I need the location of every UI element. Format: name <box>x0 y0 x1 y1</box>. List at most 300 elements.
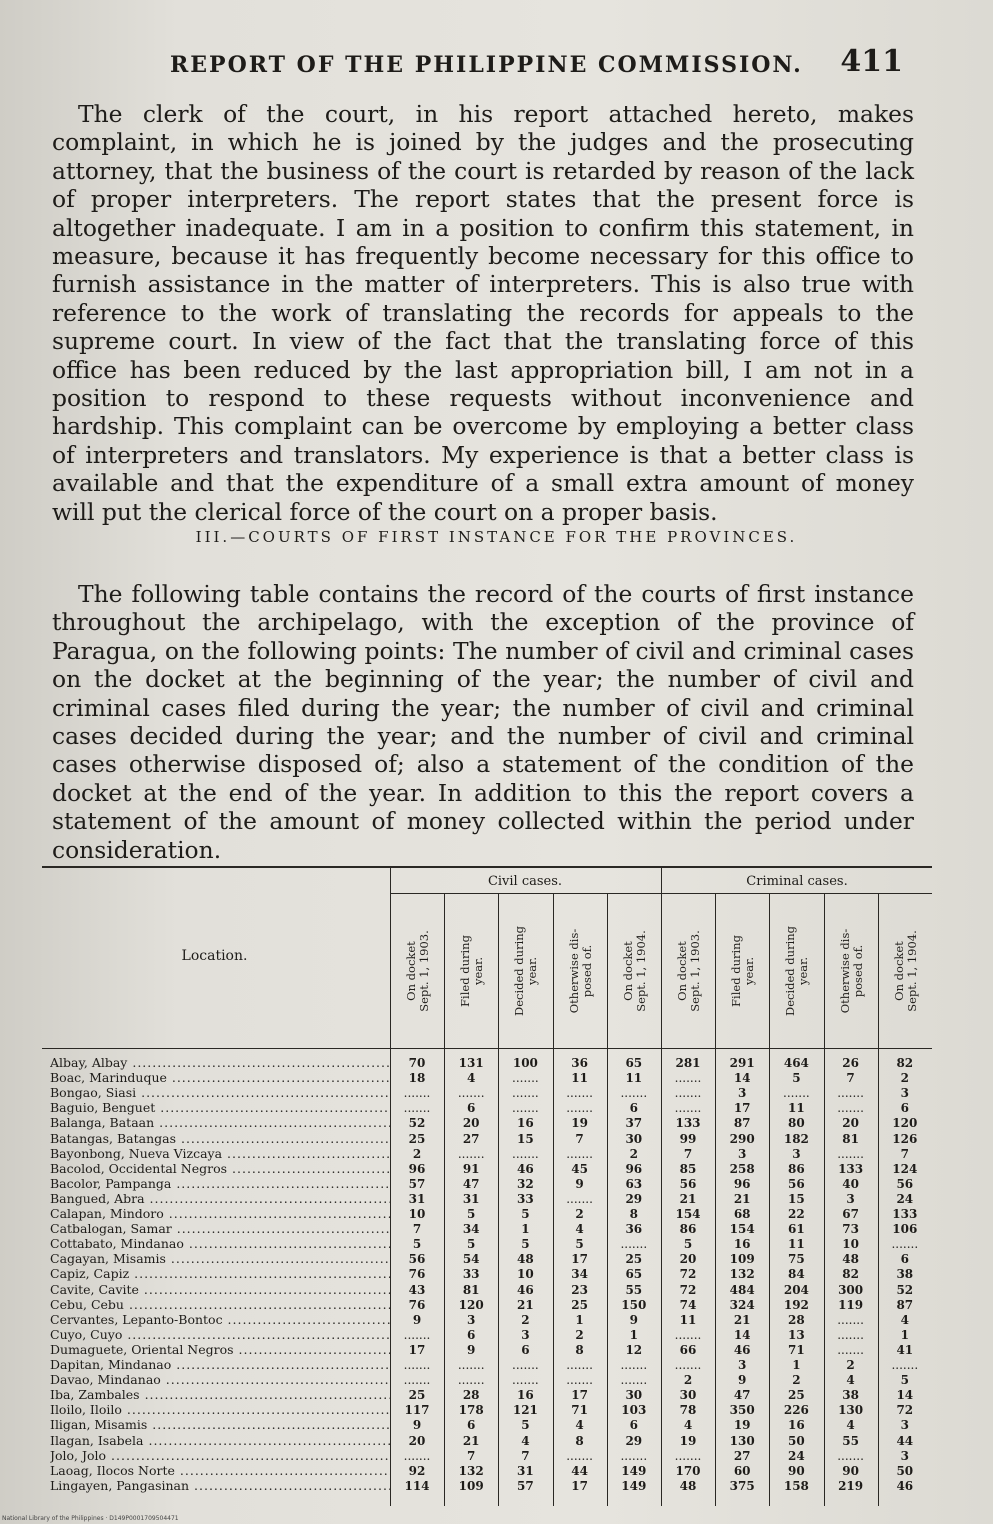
value-cell: 55 <box>842 1433 859 1448</box>
value-cell: 133 <box>675 1116 701 1131</box>
location-cell: Iloilo, Iloilo ..... <box>50 1403 390 1417</box>
table-row <box>42 1434 932 1448</box>
column-header <box>607 898 663 1044</box>
value-cell: ....... <box>783 1086 810 1101</box>
value-cell: 7 <box>467 1448 476 1463</box>
value-cell: 19 <box>571 1116 588 1131</box>
value-cell: 96 <box>625 1161 643 1176</box>
value-cell: 96 <box>733 1176 751 1191</box>
value-cell: 81 <box>842 1131 859 1146</box>
value-cell: ....... <box>403 1086 431 1101</box>
value-cell: 120 <box>458 1297 484 1312</box>
value-cell: 11 <box>571 1071 588 1086</box>
table-row <box>42 1343 932 1357</box>
value-cell: 56 <box>408 1252 426 1267</box>
value-cell: 114 <box>404 1478 430 1493</box>
value-cell: 63 <box>625 1176 643 1191</box>
value-cell: 22 <box>788 1207 805 1221</box>
table-row <box>42 1222 932 1236</box>
value-cell: 3 <box>738 1146 747 1161</box>
value-cell: 23 <box>571 1282 588 1297</box>
value-cell: 12 <box>625 1342 643 1357</box>
value-cell: ....... <box>837 1086 864 1101</box>
value-cell: ....... <box>674 1086 702 1101</box>
table-row <box>42 1298 932 1312</box>
value-cell: 5 <box>412 1237 422 1252</box>
value-cell: ....... <box>457 1358 485 1372</box>
value-cell: 25 <box>788 1388 805 1403</box>
value-cell: 4 <box>900 1312 909 1327</box>
criminal-cases-group-header: Criminal cases. <box>746 874 848 889</box>
value-cell: ....... <box>674 1327 702 1342</box>
page-header <box>40 44 953 84</box>
column-header <box>878 898 934 1044</box>
value-cell: 117 <box>404 1403 430 1418</box>
location-cell: Bongao, Siasi ..... <box>50 1086 390 1100</box>
value-cell: 4 <box>846 1373 855 1388</box>
value-cell: 7 <box>575 1131 584 1146</box>
civil-cases-group-header: Civil cases. <box>487 874 563 889</box>
value-cell: 60 <box>733 1463 751 1478</box>
value-cell: 149 <box>621 1478 647 1493</box>
value-cell: 46 <box>733 1342 751 1357</box>
value-cell: 3 <box>900 1086 909 1101</box>
table-top-rule <box>42 866 932 868</box>
value-cell: 7 <box>900 1146 909 1161</box>
value-cell: 84 <box>788 1267 805 1282</box>
value-cell: 48 <box>517 1252 534 1267</box>
value-cell: 464 <box>783 1056 809 1070</box>
value-cell: 6 <box>467 1327 476 1342</box>
value-cell: 29 <box>625 1433 643 1448</box>
location-cell: Dumaguete, Oriental Negros ..... <box>50 1343 390 1357</box>
location-cell: Catbalogan, Samar ..... <box>50 1222 390 1236</box>
value-cell: ....... <box>566 1086 593 1101</box>
value-cell: 27 <box>733 1448 751 1463</box>
value-cell: 43 <box>408 1282 426 1297</box>
value-cell: 119 <box>838 1297 864 1312</box>
value-cell: 48 <box>679 1478 697 1493</box>
value-cell: 87 <box>733 1116 751 1131</box>
table-row <box>42 1116 932 1130</box>
column-header-label: On docket Sept. 1, 1903. <box>675 930 702 1012</box>
value-cell: 17 <box>571 1478 588 1493</box>
value-cell: 1 <box>792 1358 801 1372</box>
value-cell: 38 <box>896 1267 914 1282</box>
column-header-label: On docket Sept. 1, 1903. <box>404 930 431 1012</box>
value-cell: 3 <box>900 1448 909 1463</box>
value-cell: 5 <box>792 1071 801 1086</box>
value-cell: 21 <box>517 1297 534 1312</box>
table-row <box>42 1403 932 1417</box>
value-cell: 4 <box>846 1418 855 1433</box>
value-cell: 81 <box>462 1282 480 1297</box>
column-header <box>715 898 771 1044</box>
value-cell: ....... <box>837 1312 864 1327</box>
value-cell: ....... <box>403 1327 431 1342</box>
value-cell: 324 <box>729 1297 755 1312</box>
value-cell: 25 <box>625 1252 643 1267</box>
value-cell: 20 <box>462 1116 480 1131</box>
table-row <box>42 1101 932 1115</box>
section-heading: III.—COURTS OF FIRST INSTANCE FOR THE PROVINCES. <box>195 528 798 546</box>
value-cell: ....... <box>566 1101 593 1116</box>
value-cell: 133 <box>838 1161 864 1176</box>
value-cell: 18 <box>408 1071 426 1086</box>
value-cell: 133 <box>892 1207 918 1221</box>
column-header-label: On docket Sept. 1, 1904. <box>620 930 648 1012</box>
value-cell: 71 <box>571 1403 588 1418</box>
value-cell: ....... <box>837 1342 864 1357</box>
value-cell: ....... <box>457 1373 485 1388</box>
location-cell: Cervantes, Lepanto-Bontoc ..... <box>50 1313 390 1327</box>
value-cell: 65 <box>625 1056 643 1070</box>
value-cell: 182 <box>783 1131 809 1146</box>
value-cell: 132 <box>729 1267 755 1282</box>
table-row <box>42 1177 932 1191</box>
value-cell: 33 <box>462 1267 480 1282</box>
value-cell: 30 <box>679 1388 697 1403</box>
value-cell: 10 <box>408 1207 426 1221</box>
location-cell: Calapan, Mindoro ..... <box>50 1207 390 1221</box>
table-row <box>42 1147 932 1161</box>
value-cell: 2 <box>575 1207 584 1221</box>
value-cell: 80 <box>788 1116 805 1131</box>
value-cell: 26 <box>842 1056 859 1070</box>
column-header <box>553 898 609 1044</box>
value-cell: 3 <box>900 1418 909 1433</box>
value-cell: 106 <box>892 1222 918 1237</box>
value-cell: ....... <box>457 1146 485 1161</box>
value-cell: ....... <box>674 1358 702 1372</box>
value-cell: 9 <box>629 1312 638 1327</box>
value-cell: 7 <box>521 1448 530 1463</box>
value-cell: 8 <box>575 1433 584 1448</box>
value-cell: 11 <box>788 1101 805 1116</box>
value-cell: 20 <box>408 1433 426 1448</box>
value-cell: 91 <box>462 1161 480 1176</box>
table-row <box>42 1373 932 1387</box>
value-cell: ....... <box>837 1101 864 1116</box>
value-cell: 2 <box>846 1358 855 1372</box>
column-header-label: Otherwise dis- posed of. <box>837 928 865 1014</box>
location-cell: Cebu, Cebu ..... <box>50 1298 390 1312</box>
value-cell: 484 <box>729 1282 755 1297</box>
value-cell: 38 <box>842 1388 859 1403</box>
value-cell: 72 <box>679 1267 697 1282</box>
value-cell: 46 <box>896 1478 914 1493</box>
value-cell: 78 <box>679 1403 697 1418</box>
location-cell: Albay, Albay ..... <box>50 1056 390 1070</box>
table-row <box>42 1086 932 1100</box>
value-cell: 154 <box>675 1207 701 1221</box>
page-number: 411 <box>840 44 903 79</box>
value-cell: 86 <box>679 1222 697 1237</box>
value-cell: 5 <box>900 1373 909 1388</box>
value-cell: 1 <box>900 1327 909 1342</box>
value-cell: 72 <box>679 1282 697 1297</box>
value-cell: 13 <box>788 1327 805 1342</box>
value-cell: 2 <box>412 1146 422 1161</box>
location-cell: Batangas, Batangas ..... <box>50 1132 390 1146</box>
value-cell: 170 <box>675 1463 701 1478</box>
value-cell: 350 <box>729 1403 755 1418</box>
value-cell: 150 <box>621 1297 647 1312</box>
value-cell: 16 <box>517 1116 534 1131</box>
footer-stamp: National Library of the Philippines · D149P0001709504471 <box>2 1515 179 1522</box>
table-row <box>42 1358 932 1372</box>
value-cell: 109 <box>458 1478 484 1493</box>
table-row <box>42 1479 932 1493</box>
value-cell: 21 <box>733 1312 751 1327</box>
location-cell: Laoag, Ilocos Norte ..... <box>50 1464 390 1478</box>
value-cell: 56 <box>679 1176 697 1191</box>
value-cell: 15 <box>788 1191 805 1206</box>
location-cell: Bacolod, Occidental Negros ..... <box>50 1162 390 1176</box>
value-cell: 103 <box>621 1403 647 1418</box>
location-cell: Cottabato, Mindanao ..... <box>50 1237 390 1251</box>
location-cell: Dapitan, Mindanao ..... <box>50 1358 390 1372</box>
column-header <box>390 898 446 1044</box>
value-cell: 5 <box>683 1237 693 1252</box>
value-cell: 19 <box>733 1418 751 1433</box>
value-cell: 76 <box>408 1297 426 1312</box>
value-cell: 6 <box>629 1101 638 1116</box>
value-cell: 31 <box>462 1191 480 1206</box>
column-header <box>824 898 880 1044</box>
location-cell: Lingayen, Pangasinan ..... <box>50 1479 390 1493</box>
value-cell: 7 <box>846 1071 855 1086</box>
value-cell: 32 <box>517 1176 534 1191</box>
value-cell: 44 <box>571 1463 588 1478</box>
value-cell: 219 <box>838 1478 864 1493</box>
value-cell: 17 <box>571 1388 588 1403</box>
value-cell: ....... <box>674 1071 702 1086</box>
table-row <box>42 1328 932 1342</box>
table-row <box>42 1313 932 1327</box>
value-cell: 56 <box>788 1176 805 1191</box>
value-cell: 92 <box>408 1463 426 1478</box>
value-cell: 37 <box>625 1116 643 1131</box>
value-cell: 16 <box>788 1418 805 1433</box>
value-cell: 2 <box>792 1373 801 1388</box>
value-cell: ....... <box>620 1086 648 1101</box>
location-cell: Bayonbong, Nueva Vizcaya ..... <box>50 1147 390 1161</box>
value-cell: ....... <box>674 1101 702 1116</box>
column-header-label: On docket Sept. 1, 1904. <box>891 930 919 1012</box>
value-cell: 6 <box>467 1418 476 1433</box>
value-cell: 6 <box>900 1252 909 1267</box>
value-cell: 100 <box>512 1056 538 1070</box>
value-cell: 34 <box>462 1222 480 1237</box>
value-cell: ....... <box>403 1373 431 1388</box>
value-cell: 178 <box>458 1403 484 1418</box>
value-cell: 30 <box>625 1388 643 1403</box>
value-cell: 10 <box>842 1237 859 1252</box>
value-cell: 21 <box>679 1191 697 1206</box>
value-cell: 27 <box>462 1131 480 1146</box>
column-header-label: Otherwise dis- posed of. <box>566 928 594 1014</box>
value-cell: ....... <box>891 1237 919 1252</box>
value-cell: ....... <box>512 1373 539 1388</box>
value-cell: 70 <box>408 1056 426 1070</box>
location-cell: Davao, Mindanao ..... <box>50 1373 390 1387</box>
value-cell: 67 <box>842 1207 859 1221</box>
value-cell: 25 <box>408 1131 426 1146</box>
value-cell: 375 <box>729 1478 755 1493</box>
value-cell: 41 <box>896 1342 914 1357</box>
value-cell: 50 <box>788 1433 805 1448</box>
table-header-rule <box>42 1048 932 1049</box>
value-cell: 5 <box>467 1207 476 1221</box>
value-cell: 28 <box>462 1388 480 1403</box>
value-cell: 47 <box>462 1176 480 1191</box>
table-row <box>42 1192 932 1206</box>
value-cell: 6 <box>900 1101 909 1116</box>
value-cell: 17 <box>408 1342 426 1357</box>
value-cell: 24 <box>896 1191 914 1206</box>
value-cell: 52 <box>896 1282 914 1297</box>
value-cell: 30 <box>625 1131 643 1146</box>
value-cell: ....... <box>403 1358 431 1372</box>
value-cell: 8 <box>575 1342 584 1357</box>
value-cell: 4 <box>575 1222 584 1237</box>
value-cell: 1 <box>629 1327 638 1342</box>
value-cell: 17 <box>571 1252 588 1267</box>
value-cell: 45 <box>571 1161 588 1176</box>
value-cell: 16 <box>517 1388 534 1403</box>
value-cell: 3 <box>738 1358 747 1372</box>
value-cell: 25 <box>408 1388 426 1403</box>
value-cell: 90 <box>788 1463 805 1478</box>
location-cell: Iba, Zambales ..... <box>50 1388 390 1402</box>
value-cell: 31 <box>517 1463 534 1478</box>
value-cell: 9 <box>575 1176 584 1191</box>
value-cell: 61 <box>788 1222 805 1237</box>
table-row <box>42 1162 932 1176</box>
value-cell: 9 <box>467 1342 476 1357</box>
value-cell: 90 <box>842 1463 859 1478</box>
table-row <box>42 1418 932 1432</box>
table-row <box>42 1056 932 1070</box>
value-cell: 28 <box>788 1312 805 1327</box>
value-cell: 2 <box>629 1146 638 1161</box>
value-cell: 57 <box>408 1176 426 1191</box>
value-cell: ....... <box>512 1358 539 1372</box>
table-row <box>42 1207 932 1221</box>
value-cell: 291 <box>729 1056 755 1070</box>
table-row <box>42 1071 932 1085</box>
value-cell: 2 <box>521 1312 530 1327</box>
value-cell: 68 <box>733 1207 751 1221</box>
value-cell: 99 <box>679 1131 697 1146</box>
value-cell: 11 <box>788 1237 805 1252</box>
value-cell: 158 <box>783 1478 809 1493</box>
value-cell: 131 <box>458 1056 484 1070</box>
value-cell: 5 <box>467 1237 476 1252</box>
value-cell: 66 <box>679 1342 697 1357</box>
value-cell: ....... <box>620 1237 648 1252</box>
value-cell: ....... <box>566 1191 593 1206</box>
table-row <box>42 1132 932 1146</box>
value-cell: 4 <box>575 1418 584 1433</box>
value-cell: 56 <box>896 1176 914 1191</box>
paragraph-table-intro: The following table contains the record of the courts of first instance throughout the archipelago, with the exception of the province of Paragua, on the following points: The number of civil and criminal cases on the docket at the beginning of the year; the number of civil and criminal cases filed during the year; the number of civil and criminal cases decided during the year; and the number of civil and criminal cases otherwise disposed of; also a statement of the condition of the docket at the end of the year. In addition to this the report covers a statement of the amount of money collected within the period under consideration. <box>52 580 914 864</box>
value-cell: 20 <box>679 1252 697 1267</box>
column-header-label: Filed during year. <box>458 935 486 1007</box>
value-cell: 82 <box>842 1267 859 1282</box>
value-cell: ....... <box>403 1448 431 1463</box>
value-cell: 6 <box>467 1101 476 1116</box>
location-cell: Cagayan, Misamis ..... <box>50 1252 390 1266</box>
value-cell: 76 <box>408 1267 426 1282</box>
value-cell: 5 <box>521 1418 530 1433</box>
table-row <box>42 1464 932 1478</box>
value-cell: 20 <box>842 1116 859 1131</box>
value-cell: 36 <box>625 1222 643 1237</box>
value-cell: 74 <box>679 1297 697 1312</box>
value-cell: 4 <box>467 1071 476 1086</box>
value-cell: 47 <box>733 1388 751 1403</box>
value-cell: 3 <box>521 1327 530 1342</box>
value-cell: 4 <box>683 1418 693 1433</box>
location-cell: Boac, Marinduque ..... <box>50 1071 390 1085</box>
location-cell: Iligan, Misamis ..... <box>50 1418 390 1432</box>
value-cell: 15 <box>517 1131 534 1146</box>
value-cell: 46 <box>517 1161 534 1176</box>
location-cell: Bangued, Abra ..... <box>50 1192 390 1206</box>
value-cell: 204 <box>783 1282 809 1297</box>
value-cell: 73 <box>842 1222 859 1237</box>
value-cell: 3 <box>846 1191 855 1206</box>
value-cell: 14 <box>896 1388 914 1403</box>
value-cell: 126 <box>892 1131 918 1146</box>
value-cell: 52 <box>408 1116 426 1131</box>
value-cell: 2 <box>683 1373 693 1388</box>
value-cell: 5 <box>575 1237 584 1252</box>
column-header-label: Decided during year. <box>783 925 811 1017</box>
column-header <box>769 898 825 1044</box>
value-cell: 130 <box>838 1403 864 1418</box>
value-cell: 132 <box>458 1463 484 1478</box>
value-cell: 192 <box>783 1297 809 1312</box>
value-cell: 87 <box>896 1297 914 1312</box>
value-cell: 19 <box>679 1433 697 1448</box>
value-cell: 1 <box>575 1312 584 1327</box>
table-row <box>42 1252 932 1266</box>
value-cell: 7 <box>412 1222 422 1237</box>
value-cell: 55 <box>625 1282 643 1297</box>
value-cell: 8 <box>629 1207 638 1221</box>
value-cell: 85 <box>679 1161 697 1176</box>
value-cell: 109 <box>729 1252 755 1267</box>
value-cell: 154 <box>729 1222 755 1237</box>
value-cell: 96 <box>408 1161 426 1176</box>
value-cell: 281 <box>675 1056 701 1070</box>
value-cell: 290 <box>729 1131 755 1146</box>
value-cell: 44 <box>896 1433 914 1448</box>
value-cell: 2 <box>575 1327 584 1342</box>
table-row <box>42 1237 932 1251</box>
value-cell: ....... <box>566 1448 593 1463</box>
table-row <box>42 1388 932 1402</box>
table-row <box>42 1267 932 1281</box>
value-cell: 258 <box>729 1161 755 1176</box>
value-cell: 300 <box>838 1282 864 1297</box>
column-header <box>498 898 554 1044</box>
value-cell: ....... <box>566 1358 593 1372</box>
courts-table <box>42 866 932 1516</box>
